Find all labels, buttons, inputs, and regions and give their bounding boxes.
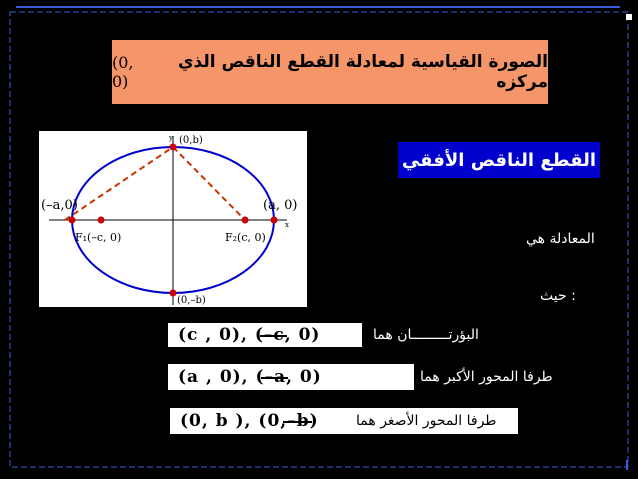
focus-right-dot [242,217,249,224]
vertex-left-dot [69,217,76,224]
minor-axis-label: طرفا المحور الأصغر هما [356,413,497,429]
title-banner [112,40,548,104]
dashed-line-right [173,147,245,220]
top-vertex-label: (0,b) [179,135,203,146]
title-center-coord: (0, 0) [112,53,134,91]
foci-label: البؤرتـــــــــان هما [373,327,479,343]
ellipse-svg [39,131,307,307]
focus-right-label: F₂(c, 0) [225,231,266,244]
vertex-right-dot [271,217,278,224]
bottom-vertex-label: (0,–b) [177,295,206,306]
focus-left-label: F₁(–c, 0) [75,231,122,244]
left-vertex-label: (–a,0) [41,198,78,213]
major-axis-math: (a , 0), ( –a , 0) [168,364,414,390]
vertex-top-dot [170,144,177,151]
right-vertex-label: (a, 0) [263,198,298,213]
minor-axis-math: (0, b ), (0, –b ) [170,408,518,434]
foci-math: (c , 0), ( –c , 0) [168,323,362,347]
where-label: : حيث [540,288,576,304]
vertex-bottom-dot [170,290,177,297]
subtitle-text: القطع الناقص الأفقي [401,149,597,171]
title-text: الصورة القياسية لمعادلة القطع الناقص الذي مركزه [177,52,548,92]
x-axis-label: x [285,221,289,229]
equation-label: المعادلة هي [526,231,595,247]
major-axis-label: طرفا المحور الأكبر هما [420,369,553,385]
y-axis-label: y [169,134,173,142]
subtitle-banner [398,142,600,178]
ellipse-diagram [39,131,307,307]
focus-left-dot [98,217,105,224]
